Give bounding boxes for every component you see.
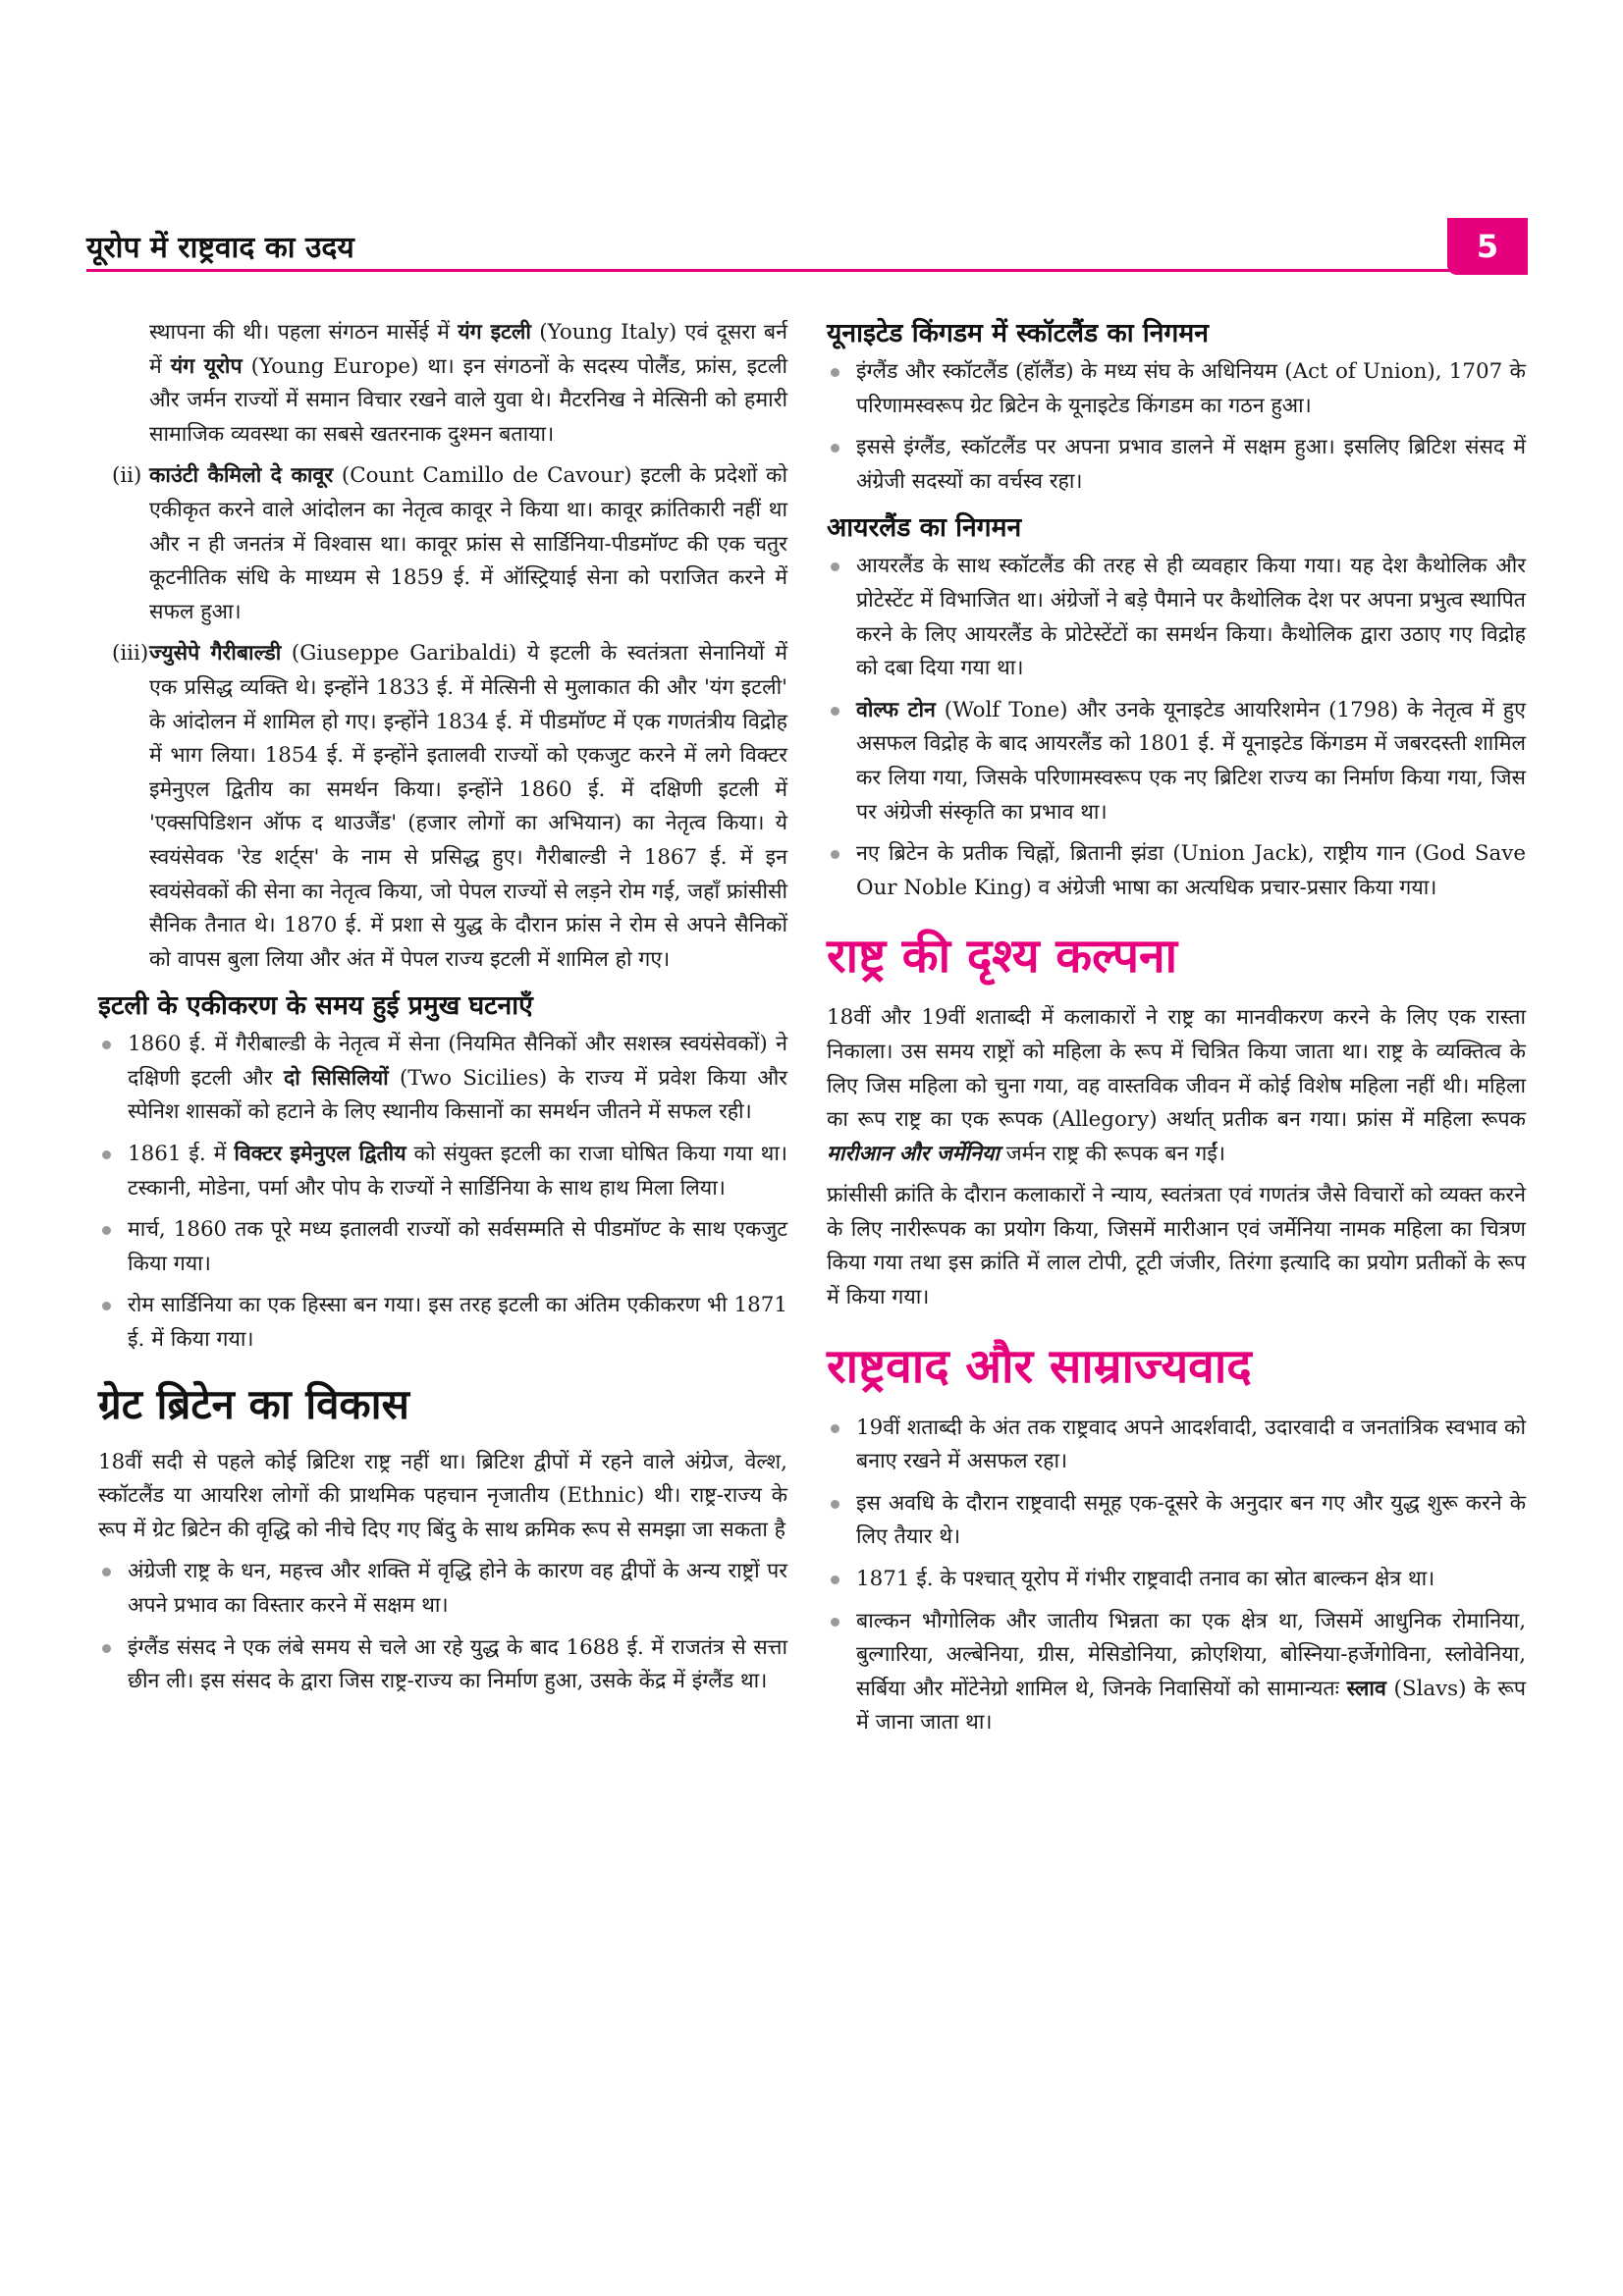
- events-heading: इटली के एकीकरण के समय हुई प्रमुख घटनाएँ: [98, 990, 533, 1022]
- ireland-list: [827, 550, 1526, 905]
- item-cavour: (ii) काउंटी कैमिलो दे कावूर (Count Camillo de Cavour) इटली के प्रदेशों को एकीकृत करने वाले आंदोलन का नेतृत्व कावूर ने किया था। कावूर क्रांतिकारी नहीं था और न ही जनतंत्र में विश्वास था। कावूर फ्रांस से सार्डिनिया-पीडमॉण्ट की एक चतुर कूटनीतिक संधि के माध्यम से 1859 ई. में ऑस्ट्रियाई सेना को पराजित करने में सफल हुआ।: [98, 459, 787, 629]
- list-item: इससे इंग्लैंड, स्कॉटलैंड पर अपना प्रभाव डालने में सक्षम हुआ। इसलिए ब्रिटिश संसद में अंग्रेजी सदस्यों का वर्चस्व रहा।: [827, 431, 1526, 499]
- slavs-term: स्लाव: [1346, 1676, 1386, 1701]
- uk-heading: यूनाइटेड किंगडम में स्कॉटलैंड का निगमन: [827, 318, 1209, 348]
- britain-paragraph: 18वीं सदी से पहले कोई ब्रिटिश राष्ट्र नहीं था। ब्रिटिश द्वीपों में रहने वाले अंग्रेज, वेल्श, स्कॉटलैंड या आयरिश लोगों की प्राथमिक पहचान नृजातीय (Ethnic) थी। राष्ट्र-राज्य के रूप में ग्रेट ब्रिटेन की वृद्धि को नीचे दिए गए बिंदु के साथ क्रमिक रूप से समझा जा सकता है: [98, 1449, 787, 1542]
- britain-heading: ग्रेट ब्रिटेन का विकास: [98, 1379, 409, 1428]
- imperialism-heading: राष्ट्रवाद और साम्राज्यवाद: [827, 1338, 1252, 1394]
- list-item: 1860 ई. में गैरीबाल्डी के नेतृत्व में सेना (नियमित सैनिकों और सशस्त्र स्वयंसेवकों) ने दक्षिणी इटली और दो सिसिलियों (Two Sicilies) के राज्य में प्रवेश किया और स्पेनिश शासकों को हटाने के लिए स्थानीय किसानों का समर्थन जीतने में सफल रही।: [98, 1028, 787, 1130]
- vision-heading: राष्ट्र की दृश्य कल्पना: [827, 929, 1178, 985]
- garibaldi-name: ज्युसेपे गैरीबाल्डी: [149, 641, 282, 667]
- events-list: [98, 1028, 787, 1357]
- list-item: 1871 ई. के पश्चात् यूरोप में गंभीर राष्ट्रवादी तनाव का स्रोत बाल्कन क्षेत्र था।: [827, 1563, 1526, 1597]
- list-item: 1861 ई. में विक्टर इमेनुएल द्वितीय को संयुक्त इटली का राजा घोषित किया गया था। टस्कानी, मोडेना, पर्मा और पोप के राज्यों ने सार्डिनिया के साथ हाथ मिला लिया।: [98, 1138, 787, 1205]
- cavour-name: काउंटी कैमिलो दे कावूर: [149, 463, 334, 489]
- right-column: [827, 316, 1526, 1748]
- list-item: मार्च, 1860 तक पूरे मध्य इतालवी राज्यों को सर्वसम्मति से पीडमॉण्ट के साथ एकजुट किया गया।: [98, 1213, 787, 1281]
- page-number: 5: [1447, 218, 1528, 275]
- imperialism-list: [827, 1412, 1526, 1740]
- left-column: [98, 316, 787, 1707]
- list-item: 19वीं शताब्दी के अंत तक राष्ट्रवाद अपने आदर्शवादी, उदारवादी व जनतांत्रिक स्वभाव को बनाए रखने में असफल रहा।: [827, 1412, 1526, 1479]
- young-italy-term: यंग इटली: [458, 320, 531, 345]
- item-number: (ii): [112, 463, 142, 489]
- list-item: इस अवधि के दौरान राष्ट्रवादी समूह एक-दूसरे के अनुदार बन गए और युद्ध शुरू करने के लिए तैयार थे।: [827, 1487, 1526, 1555]
- young-europe-term: यंग यूरोप: [170, 353, 243, 379]
- mazzini-continued-paragraph: स्थापना की थी। पहला संगठन मार्सेई में यंग इटली (Young Italy) एवं दूसरा बर्न में यंग यूरोप (Young Europe) था। इन संगठनों के सदस्य पोलैंड, फ्रांस, इटली और जर्मन राज्यों में समान विचार रखने वाले युवा थे। मैटरनिख ने मेत्सिनी को हमारी सामाजिक व्यवस्था का सबसे खतरनाक दुश्मन बताया।: [149, 320, 787, 447]
- britain-list: [98, 1555, 787, 1698]
- list-item: अंग्रेजी राष्ट्र के धन, महत्त्व और शक्ति में वृद्धि होने के कारण वह द्वीपों के अन्य राष्ट्रों पर अपने प्रभाव का विस्तार करने में सक्षम था।: [98, 1555, 787, 1623]
- vision-paragraph-2: फ्रांसीसी क्रांति के दौरान कलाकारों ने न्याय, स्वतंत्रता एवं गणतंत्र जैसे विचारों को व्यक्त करने के लिए नारीरूपक का प्रयोग किया, जिसमें मारीआन एवं जर्मेनिया नामक महिला का चित्रण किया गया तथा इस क्रांति में लाल टोपी, टूटी जंजीर, तिरंगा इत्यादि का प्रयोग प्रतीकों के रूप में किया गया।: [827, 1183, 1526, 1310]
- marianne-germania-term: मारीआन और जर्मेनिया: [827, 1141, 1000, 1166]
- item-garibaldi: (iii) ज्युसेपे गैरीबाल्डी (Giuseppe Garibaldi) ये इटली के स्वतंत्रता सेनानियों में एक प्रसिद्ध व्यक्ति थे। इन्होंने 1833 ई. में मेत्सिनी से मुलाकात की और 'यंग इटली' के आंदोलन में शामिल हो गए। इन्होंने 1834 ई. में पीडमॉण्ट में एक गणतंत्रीय विद्रोह में भाग लिया। 1854 ई. में इन्होंने इतालवी राज्यों को एकजुट करने में लगे विक्टर इमेनुएल द्वितीय का समर्थन किया। इन्होंने 1860 ई. में दक्षिणी इटली में 'एक्सपिडिशन ऑफ द थाउजैंड' (हजार लोगों का अभियान) का नेतृत्व किया। ये स्वयंसेवक 'रेड शर्ट्स' के नाम से प्रसिद्ध हुए। गैरीबाल्डी ने 1867 ई. में इन स्वयंसेवकों की सेना का नेतृत्व किया, जो पेपल राज्यों से लड़ने रोम गई, जहाँ फ्रांसीसी सैनिक तैनात थे। 1870 ई. में प्रशा से युद्ध के दौरान फ्रांस ने रोम से अपने सैनिकों को वापस बुला लिया और अंत में पेपल राज्य इटली में शामिल हो गए।: [98, 637, 787, 977]
- ireland-heading: आयरलैंड का निगमन: [827, 512, 1022, 544]
- list-item: इंग्लैंड और स्कॉटलैंड (हॉलैंड) के मध्य संघ के अधिनियम (Act of Union), 1707 के परिणामस्वरूप ग्रेट ब्रिटेन के यूनाइटेड किंगडम का गठन हुआ।: [827, 355, 1526, 423]
- list-item: इंग्लैंड संसद ने एक लंबे समय से चले आ रहे युद्ध के बाद 1688 ई. में राजतंत्र से सत्ता छीन ली। इस संसद के द्वारा जिस राष्ट्र-राज्य का निर्माण हुआ, उसके केंद्र में इंग्लैंड था।: [98, 1631, 787, 1699]
- wolf-tone-name: वोल्फ टोन: [856, 697, 936, 722]
- list-item: वोल्फ टोन (Wolf Tone) और उनके यूनाइटेड आयरिशमेन (1798) के नेतृत्व में हुए असफल विद्रोह के बाद आयरलैंड को 1801 ई. में यूनाइटेड किंगडम में जबरदस्ती शामिल कर लिया गया, जिसके परिणामस्वरूप एक नए ब्रिटिश राज्य का निर्माण किया गया, जिस पर अंग्रेजी संस्कृति का प्रभाव था।: [827, 694, 1526, 829]
- chapter-title: यूरोप में राष्ट्रवाद का उदय: [86, 231, 354, 265]
- list-item: आयरलैंड के साथ स्कॉटलैंड की तरह से ही व्यवहार किया गया। यह देश कैथोलिक और प्रोटेस्टेंट में विभाजित था। अंग्रेजों ने बड़े पैमाने पर कैथोलिक देश पर अपना प्रभुत्व स्थापित करने के लिए आयरलैंड के प्रोटेस्टेंटों का समर्थन किया। कैथोलिक द्वारा उठाए गए विद्रोह को दबा दिया गया था।: [827, 550, 1526, 685]
- page-header: [86, 218, 1528, 272]
- uk-list: [827, 355, 1526, 499]
- list-item: रोम सार्डिनिया का एक हिस्सा बन गया। इस तरह इटली का अंतिम एकीकरण भी 1871 ई. में किया गया।: [98, 1289, 787, 1357]
- list-item: नए ब्रिटेन के प्रतीक चिह्नों, ब्रितानी झंडा (Union Jack), राष्ट्रीय गान (God Save Our Noble King) व अंग्रेजी भाषा का अत्यधिक प्रचार-प्रसार किया गया।: [827, 837, 1526, 905]
- item-number: (iii): [112, 641, 149, 667]
- list-item: बाल्कन भौगोलिक और जातीय भिन्नता का एक क्षेत्र था, जिसमें आधुनिक रोमानिया, बुल्गारिया, अल्बेनिया, ग्रीस, मेसिडोनिया, क्रोएशिया, बोस्निया-हर्जेगोविना, स्लोवेनिया, सर्बिया और मोंटेनेग्रो शामिल थे, जिनके निवासियों को सामान्यतः स्लाव (Slavs) के रूप में जाना जाता था।: [827, 1605, 1526, 1740]
- vision-paragraph-1: 18वीं और 19वीं शताब्दी में कलाकारों ने राष्ट्र का मानवीकरण करने के लिए एक रास्ता निकाला। उस समय राष्ट्रों को महिला के रूप में चित्रित किया जाता था। राष्ट्र के व्यक्तित्व के लिए जिस महिला को चुना गया, वह वास्तविक जीवन में कोई विशेष महिला नहीं थी। महिला का रूप राष्ट्र का एक रूपक (Allegory) अर्थात् प्रतीक बन गया। फ्रांस में महिला रूपक मारीआन और जर्मेनिया जर्मन राष्ट्र की रूपक बन गईं।: [827, 1005, 1526, 1166]
